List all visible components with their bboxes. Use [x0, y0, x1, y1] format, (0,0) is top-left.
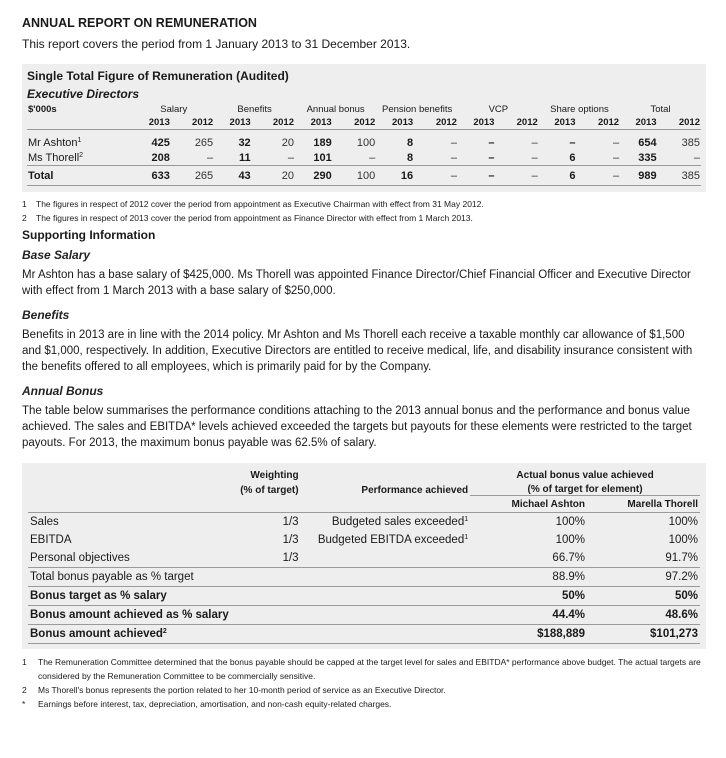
cell: –	[369, 151, 376, 164]
row-label: Sales	[30, 516, 59, 528]
thorell-header: Marella Thorell	[587, 496, 700, 513]
thorell-value: 48.6%	[587, 606, 700, 625]
year-header: 2012	[171, 115, 214, 130]
weighting: 1/3	[231, 549, 301, 568]
thorell-value: 100%	[668, 516, 698, 528]
cell: –	[531, 151, 538, 164]
cell: –	[450, 151, 457, 164]
row-label: Personal objectives	[28, 549, 231, 568]
weighting-header-1: Weighting	[250, 470, 299, 481]
group-header: Pension benefits	[381, 104, 453, 115]
header-spacer	[301, 496, 471, 513]
cell: –	[488, 136, 495, 149]
cell: 20	[252, 166, 295, 186]
bonus-row	[28, 587, 700, 606]
cell: 101	[313, 151, 332, 164]
executive-directors-heading: Executive Directors	[27, 87, 140, 101]
cell: 654	[638, 136, 657, 149]
director-row-thorell	[27, 150, 701, 166]
report-intro: This report covers the period from 1 January 2013 to 31 December 2013.	[22, 37, 411, 51]
base-salary-text: Mr Ashton has a base salary of $425,000. Ms Thorell was appointed Finance Director/Chief Financial Officer and Executive Director with effect from 1 March 2013 with a base salary of $250,000.	[22, 269, 691, 297]
performance	[301, 606, 471, 625]
weighting	[231, 587, 301, 606]
row-label: Total bonus payable as % target	[28, 568, 231, 587]
performance	[301, 587, 471, 606]
year-header: 2012	[333, 115, 377, 130]
cell: 425	[151, 136, 170, 149]
bonus-row	[28, 549, 700, 568]
report-title: ANNUAL REPORT ON REMUNERATION	[22, 16, 257, 30]
director-name: Mr Ashton$^1$	[28, 136, 82, 149]
thorell-value: 97.2%	[587, 568, 700, 587]
cell: 633	[133, 166, 171, 186]
ashton-value: $188,889	[470, 625, 587, 644]
group-header: Share options	[550, 104, 609, 115]
cell: 16	[376, 166, 414, 186]
year-header: 2013	[458, 115, 496, 130]
cell: 265	[194, 136, 214, 149]
ashton-value: 88.9%	[470, 568, 587, 587]
single-total-table	[27, 102, 701, 186]
unit-label: $'000s	[28, 104, 57, 115]
year-header: 2013	[539, 115, 577, 130]
year-header: 2013	[295, 115, 333, 130]
cell: –	[531, 136, 538, 149]
header-spacer	[301, 467, 471, 481]
director-row-ashton	[27, 130, 701, 151]
weighting	[231, 606, 301, 625]
weighting: 1/3	[282, 516, 299, 528]
cell: 385	[658, 166, 701, 186]
weighting-header-2: (% of target)	[240, 484, 299, 496]
weighting	[231, 625, 301, 644]
performance: Budgeted EBITDA exceeded$^1$	[317, 534, 469, 546]
cell: 100	[333, 166, 377, 186]
ashton-header: Michael Ashton	[470, 496, 587, 513]
cell: 6	[539, 166, 577, 186]
row-label: Bonus amount achieved$^2$	[28, 625, 231, 644]
row-label: Bonus amount achieved as % salary	[28, 606, 231, 625]
ashton-value: 44.4%	[470, 606, 587, 625]
cell: 189	[313, 136, 332, 149]
bonus-header-row-1	[28, 467, 700, 481]
performance	[301, 568, 471, 587]
total-row	[27, 166, 701, 186]
footnote: 2 The figures in respect of 2013 cover the period from appointment as Finance Director with effect from 1 March 2013.	[22, 213, 473, 223]
year-header: 2013	[620, 115, 658, 130]
thorell-value: $101,273	[587, 625, 700, 644]
annual-bonus-text: The table below summarises the performance conditions attaching to the 2013 annual bonus and the performance and bonus value achieved. The sales and EBITDA* levels achieved exceeded the targets but payouts for these elements were restricted to the target payouts. For 2013, the maximum bonus payable was 62.5% of salary.	[22, 405, 692, 449]
year-header: 2012	[658, 115, 701, 130]
row-label: Bonus target as % salary	[28, 587, 231, 606]
cell: 11	[239, 151, 251, 164]
year-header: 2012	[252, 115, 295, 130]
ashton-value: 50%	[470, 587, 587, 606]
cell: –	[495, 166, 538, 186]
cell: 43	[214, 166, 252, 186]
header-spacer	[28, 481, 231, 496]
annual-bonus-heading: Annual Bonus	[22, 384, 104, 398]
year-header: 2013	[376, 115, 414, 130]
cell: 8	[407, 136, 414, 149]
cell: –	[693, 151, 700, 164]
thorell-value: 50%	[587, 587, 700, 606]
cell: –	[576, 166, 620, 186]
bonus-row	[28, 625, 700, 644]
cell: –	[488, 151, 495, 164]
cell: 208	[151, 151, 170, 164]
actual-header-2: (% of target for element)	[470, 481, 700, 496]
cell: –	[414, 166, 458, 186]
performance: Budgeted sales exceeded$^1$	[331, 516, 469, 528]
cell: 989	[620, 166, 658, 186]
thorell-value: 91.7%	[587, 549, 700, 568]
performance	[301, 625, 471, 644]
footnote: 1 The figures in respect of 2012 cover the period from appointment as Executive Chairman with effect from 31 May 2012.	[22, 199, 484, 209]
performance	[301, 549, 471, 568]
bonus-table	[28, 467, 700, 644]
report-page	[22, 14, 706, 711]
cell: –	[450, 136, 457, 149]
ashton-value: 100%	[555, 516, 586, 528]
cell: –	[287, 151, 294, 164]
cell: –	[612, 136, 620, 149]
cell: –	[207, 151, 214, 164]
bonus-panel	[22, 463, 706, 649]
footnote: 1 The Remuneration Committee determined that the bonus payable should be capped at the target level for sales and EBITDA* performance above budget. The actual targets are considered by the Remuneration Committee to be commercially sensitive.	[22, 657, 701, 681]
group-header: VCP	[488, 104, 509, 115]
cell: 6	[569, 151, 576, 164]
benefits-heading: Benefits	[22, 308, 70, 322]
year-header: 2013	[133, 115, 171, 130]
bonus-row	[28, 568, 700, 587]
year-spacer	[27, 115, 133, 130]
group-header-row	[27, 102, 701, 115]
year-header: 2012	[576, 115, 620, 130]
actual-header-1: Actual bonus value achieved	[516, 470, 654, 481]
supporting-heading: Supporting Information	[22, 228, 156, 242]
footnote: 2 Ms Thorell's bonus represents the portion related to her 10-month period of service as an Executive Director.	[22, 685, 446, 695]
bonus-header-row-2	[28, 481, 700, 496]
cell: –	[612, 151, 620, 164]
cell: 265	[171, 166, 214, 186]
weighting	[231, 568, 301, 587]
cell: 290	[295, 166, 333, 186]
year-header: 2012	[495, 115, 538, 130]
thorell-value: 100%	[668, 534, 698, 546]
single-total-footnotes	[22, 197, 706, 225]
cell: –	[458, 166, 496, 186]
header-spacer	[28, 467, 231, 481]
cell: 385	[681, 136, 700, 149]
bonus-row	[28, 531, 700, 549]
group-header: Total	[650, 104, 671, 115]
group-header: Salary	[160, 104, 188, 115]
benefits-text: Benefits in 2013 are in line with the 2014 policy. Mr Ashton and Ms Thorell each receive a taxable monthly car allowance of $1,500 and $1,000, respectively. In addition, Executive Directors are entitled to receive medical, life, and disability insurance consistent with the benefits offered to all employees, which is primarily paid for by the Company.	[22, 329, 693, 373]
footnote: * Earnings before interest, tax, depreciation, amortisation, and non-cash equity-related charges.	[22, 699, 392, 709]
row-label: EBITDA	[30, 534, 72, 546]
performance-header: Performance achieved	[361, 484, 469, 496]
year-header: 2012	[414, 115, 458, 130]
cell: 32	[238, 136, 251, 149]
base-salary-heading: Base Salary	[22, 248, 91, 262]
weighting: 1/3	[282, 534, 299, 546]
ashton-value: 66.7%	[470, 549, 587, 568]
group-header: Benefits	[237, 104, 272, 115]
single-total-heading: Single Total Figure of Remuneration (Audited)	[27, 69, 289, 83]
total-label: Total	[27, 166, 133, 186]
director-name: Ms Thorell$^2$	[28, 151, 84, 164]
header-spacer	[231, 496, 301, 513]
cell: 20	[281, 136, 294, 149]
cell: 335	[638, 151, 657, 164]
cell: –	[569, 136, 576, 149]
year-header-row	[27, 115, 701, 130]
single-total-panel	[22, 64, 706, 192]
bonus-row	[28, 513, 700, 532]
year-header: 2013	[214, 115, 252, 130]
bonus-row	[28, 606, 700, 625]
bonus-header-row-3	[28, 496, 700, 513]
group-header: Annual bonus	[306, 104, 365, 115]
cell: 8	[407, 151, 414, 164]
header-spacer	[28, 496, 231, 513]
ashton-value: 100%	[555, 534, 586, 546]
bonus-footnotes	[22, 655, 706, 711]
cell: 100	[356, 136, 376, 149]
